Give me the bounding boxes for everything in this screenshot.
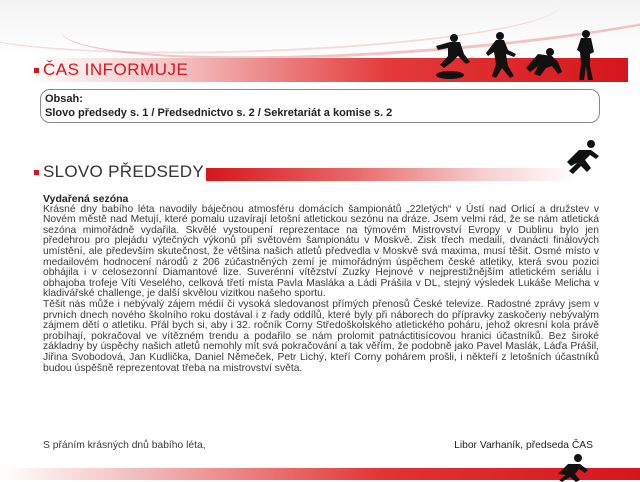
article-paragraph: Těšit nás může i nebývalý zájem médií či vysoká sledovanost přímých přenosů České televize. Radostné zprávy jsem v prvních dnech nového školního roku dostával i z řady oddílů, které byly při náborech do přípravky zaskočeny nebývalým zájmem dětí o atletiku. Přál bych si, aby i 32. ročník Corny Středoškolského atletického poháru, jehož okresní kola právě probíhají, pokračoval ve vítězném trendu a podařilo se nám prolomit patnáctitisícovou hranici účastníků. Bez široké základny by úspěchy našich atletů nemohly mít svá pokračování a tak věřím, že podobně jako Pavel Maslák, Láďa Prášil, Jiřina Svobodová, Jan Kudlička, Daniel Němeček, Petr Lichý, kteří Corny pohárem prošli, i někteří z letošních účastníků budou úspěšně reprezentovat třeba na mistrovství světa. <box>43 298 599 374</box>
runner-silhouette-icon <box>548 452 596 482</box>
footer-bar <box>0 468 640 480</box>
signoff-greeting: S přáním krásných dnů babího léta, <box>43 440 206 451</box>
article <box>43 194 599 374</box>
signoff <box>43 440 593 451</box>
article-paragraph: Krásné dny babího léta navodily báječnou atmosféru domácích šampionátů „22letých“ v Ústí nad Orlicí a družstev v Novém městě nad Metují, které pomalu uzavírají letošní atletickou sezónu na dráze. Jsem velmi rád, že se nám atletická sezóna mimořádně vydařila. Skvělé vystoupení reprezentace na týmovém Mistrovství Evropy v Dublinu bylo jen předehrou pro plejádu výtečných výkonů při světovém šampionátu v Moskvě. Zisk třech medailí, dvanácti finálových umístění, ale především skutečnost, že většina našich atletů předvedla v Moskvě svá maxima, musí těšit. Osmé místo v medailovém hodnocení národů z 206 zúčastněných zemí je mimořádným úspěchem české atletiky, která svou pozici obhájila i v celosezonní Diamantové lize. Suverénní vítězství Zuzky Hejnové v nejprestižnějším atletickém seriálu i obhajoba trofeje Víti Veselého, celková třetí místa Pavla Masláka a Ládi Prášila v DL, stejný výsledek Lukáše Melicha v kladivářské challenge, je další skvělou vizitkou našeho sportu. <box>43 203 599 300</box>
bullet-square-icon <box>34 68 39 73</box>
contents-box <box>40 89 600 123</box>
section-bar <box>206 168 578 181</box>
contents-label: Obsah: <box>45 93 83 105</box>
page-title <box>34 60 188 80</box>
athletes-silhouette-icon <box>430 28 600 82</box>
bullet-square-icon <box>34 170 39 175</box>
signoff-author: Libor Varhaník, předseda ČAS <box>454 440 593 451</box>
article-subtitle: Vydařená sezóna <box>43 193 129 205</box>
page-title-text: ČAS INFORMUJE <box>43 60 189 79</box>
runner-silhouette-icon <box>555 136 603 178</box>
section-title-text: SLOVO PŘEDSEDY <box>43 162 205 181</box>
contents-list: Slovo předsedy s. 1 / Předsednictvo s. 2 / Sekretariát a komise s. 2 <box>45 107 393 119</box>
section-title <box>34 162 204 182</box>
